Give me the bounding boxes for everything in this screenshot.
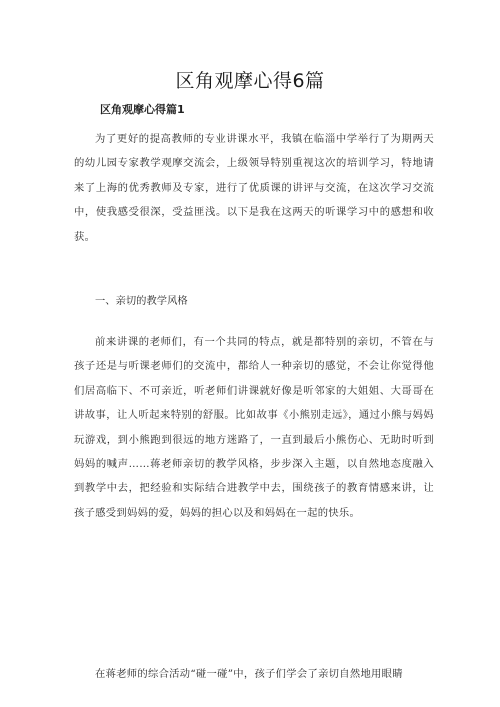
document-title: 区角观摩心得6篇 (175, 70, 325, 92)
subheading-teaching-style: 一、亲切的教学风格 (95, 295, 188, 307)
paragraph-activity: 在蒋老师的综合活动“碰一碰”中，孩子们学会了亲切自然地用眼睛 (95, 668, 403, 680)
paragraph-intro: 为了更好的提高教师的专业讲课水平，我镇在临淄中学举行了为期两天的幼儿园专家教学观摩交流会，上级领导特别重视这次的培训学习，特地请来了上海的优秀教师及专家，进行了优质课的讲评与交流，在这次学习交流中，使我感受很深，受益匪浅。以下是我在这两天的听课学习中的感想和收获。 (74, 133, 434, 243)
paragraph-teaching-style: 前来讲课的老师们，有一个共同的特点，就是都特别的亲切，不管在与孩子还是与听课老师们的交流中，都给人一种亲切的感觉，不会让你觉得他们居高临下、不可亲近，听老师们讲课就好像是听邻家的大姐姐、大哥哥在讲故事，让人听起来特别的舒服。比如故事《小熊别走远》，通过小熊与妈妈玩游戏，到小熊跑到很远的地方迷路了，一直到最后小熊伤心、无助时听到妈妈的喊声……蒋老师亲切的教学风格，步步深入主题，以自然地态度融入到教学中去，把经验和实际结合进教学中去，围绕孩子的教育情感来讲，让孩子感受到妈妈的爱，妈妈的担心以及和妈妈在一起的快乐。 (74, 336, 434, 519)
section-title: 区角观摩心得篇1 (100, 103, 185, 116)
